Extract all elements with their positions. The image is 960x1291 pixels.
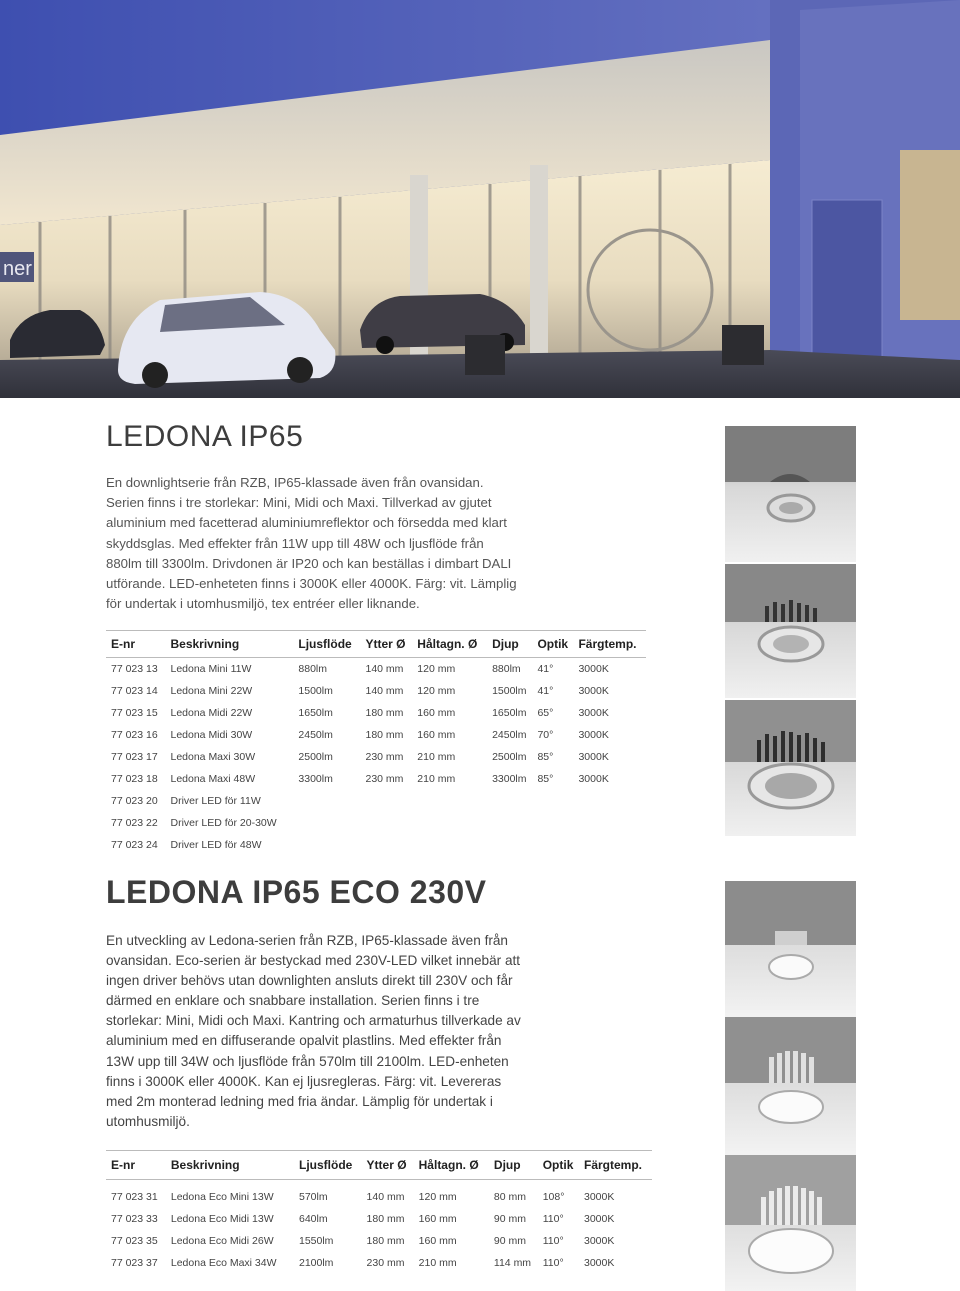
svg-text:ner: ner xyxy=(3,258,32,280)
table-cell-optik: 85° xyxy=(537,773,554,785)
table-cell-djup: 3300lm xyxy=(492,773,527,785)
hero-photo xyxy=(0,0,960,398)
table-cell-haltagn: 120 mm xyxy=(417,663,456,675)
table-cell-ljusflode: 1550lm xyxy=(298,1235,334,1247)
table-cell-beskrivning: Ledona Eco Midi 26W xyxy=(170,1235,274,1247)
table-cell-optik: 65° xyxy=(537,707,554,719)
product-images-ledona-eco xyxy=(725,881,856,1291)
table-cell-ytter: 140 mm xyxy=(365,685,404,697)
table-cell-beskrivning: Driver LED för 11W xyxy=(170,795,261,807)
table-row xyxy=(106,658,646,681)
table-cell-beskrivning: Ledona Mini 22W xyxy=(170,685,253,697)
section-title-ledona-ip65-eco: LEDONA IP65 ECO 230V xyxy=(106,874,487,910)
table-cell-optik: 110° xyxy=(542,1235,564,1247)
table-cell-enr: 77 023 17 xyxy=(111,751,158,763)
table-cell-ytter: 180 mm xyxy=(365,729,404,741)
table-cell-fargtemp: 3000K xyxy=(584,1257,615,1269)
column-header-ytter: Ytter Ø xyxy=(362,1151,414,1180)
table-cell-ljusflode: 880lm xyxy=(298,663,327,675)
table-cell-ljusflode xyxy=(293,834,360,856)
table-cell-optik: 41° xyxy=(537,663,554,675)
table-cell-optik xyxy=(532,790,573,812)
table-header-row xyxy=(106,631,646,658)
table-cell-haltagn xyxy=(412,790,487,812)
table-row xyxy=(106,1230,652,1252)
table-cell-haltagn: 160 mm xyxy=(418,1235,457,1247)
table-cell-optik xyxy=(532,834,573,856)
downlight-photos xyxy=(725,426,856,836)
table-row xyxy=(106,746,646,768)
table-cell-ytter: 140 mm xyxy=(366,1191,405,1203)
table-row xyxy=(106,702,646,724)
table-cell-optik: 108° xyxy=(542,1191,565,1203)
table-cell-optik: 41° xyxy=(537,685,554,697)
table-row xyxy=(106,812,646,834)
table-cell-ljusflode xyxy=(293,812,360,834)
table-cell-beskrivning: Ledona Mini 11W xyxy=(170,663,252,675)
table-cell-haltagn: 120 mm xyxy=(417,685,456,697)
table-cell-optik: 70° xyxy=(537,729,554,741)
section-description-ledona-ip65-eco: En utveckling av Ledona-serien från RZB, IP65-klassade även från ovansidan. Eco-serien är bestyckad med 230V-LED vilket innebär att ingen driver behövs utan downlighten ansluts direkt till 230V och får därmed en enklare och snabbare installation. Serien finns i tre storlekar: Mini, Midi och Maxi. Kantring och armaturhus tillverkade av aluminium med en diffuserande opalvit plastlins. Med effekter från 13W upp till 34W och ljusflöde från 570lm till 2100lm. LED-enheten finns i 3000K eller 4000K. Kan ej ljusregleras. Färg: vit. Levereras med 2m monterad ledning med fria ändar. Lämplig för undertak i utomhusmiljö. xyxy=(106,933,521,1129)
table-cell-ytter: 180 mm xyxy=(366,1213,405,1225)
spec-table-ledona-ip65-eco xyxy=(106,1150,652,1274)
table-cell-haltagn: 160 mm xyxy=(417,729,456,741)
table-cell-djup: 2500lm xyxy=(492,751,527,763)
column-header-ytter: Ytter Ø xyxy=(361,631,413,658)
table-cell-enr: 77 023 33 xyxy=(111,1213,158,1225)
column-header-enr: E-nr xyxy=(106,631,165,658)
table-cell-haltagn: 160 mm xyxy=(418,1213,457,1225)
table-cell-enr: 77 023 37 xyxy=(111,1257,158,1269)
table-cell-beskrivning: Driver LED för 20-30W xyxy=(170,817,277,829)
table-row xyxy=(106,724,646,746)
product-images-ledona xyxy=(725,426,856,836)
table-header-row xyxy=(106,1151,652,1180)
column-header-fargtemp: Färgtemp. xyxy=(579,1151,652,1180)
column-header-haltagn: Håltagn. Ø xyxy=(414,1151,489,1180)
column-header-djup: Djup xyxy=(489,1151,538,1180)
table-cell-djup: 80 mm xyxy=(493,1191,526,1203)
table-cell-fargtemp: 3000K xyxy=(578,729,609,741)
table-row xyxy=(106,790,646,812)
table-cell-djup xyxy=(487,790,532,812)
table-cell-beskrivning: Ledona Maxi 48W xyxy=(170,773,256,785)
column-header-optik: Optik xyxy=(538,1151,579,1180)
table-cell-fargtemp: 3000K xyxy=(578,751,609,763)
section-description-ledona-ip65: En downlightserie från RZB, IP65-klassade även från ovansidan. Serien finns i tre storlekar: Mini, Midi och Maxi. Tillverkad av gjutet aluminium med facetterad aluminiumreflektor och försedda med klart skyddsglas. Med effekter från 11W upp till 48W och ljusflöde från 880lm till 3300lm. Drivdonen är IP20 och kan beställas i dimbart DALI utförande. LED-enheteten finns i 3000K eller 4000K. Färg: vit. Lämplig för undertak i utomhusmiljö, tex entréer eller liknande. xyxy=(106,475,517,612)
table-cell-fargtemp: 3000K xyxy=(578,773,609,785)
table-cell-beskrivning: Driver LED för 48W xyxy=(170,839,262,851)
table-cell-enr: 77 023 16 xyxy=(111,729,158,741)
table-cell-fargtemp: 3000K xyxy=(578,707,609,719)
table-cell-ytter: 230 mm xyxy=(365,751,404,763)
table-cell-beskrivning: Ledona Midi 30W xyxy=(170,729,253,741)
table-row xyxy=(106,768,646,790)
table-cell-ljusflode: 3300lm xyxy=(298,773,333,785)
table-row xyxy=(106,1252,652,1274)
table-cell-ytter: 180 mm xyxy=(365,707,404,719)
table-cell-ljusflode: 640lm xyxy=(298,1213,328,1225)
table-cell-djup: 90 mm xyxy=(493,1235,526,1247)
column-header-fargtemp: Färgtemp. xyxy=(573,631,646,658)
section-title-ledona-ip65: LEDONA IP65 xyxy=(106,420,304,453)
table-cell-enr: 77 023 35 xyxy=(111,1235,158,1247)
table-cell-ljusflode: 1650lm xyxy=(298,707,333,719)
table-cell-ytter: 180 mm xyxy=(366,1235,405,1247)
table-cell-fargtemp: 3000K xyxy=(584,1235,615,1247)
table-cell-enr: 77 023 15 xyxy=(111,707,158,719)
table-cell-ytter xyxy=(361,812,413,834)
table-cell-haltagn: 210 mm xyxy=(417,751,456,763)
table-cell-enr: 77 023 13 xyxy=(111,663,158,675)
table-cell-ljusflode: 2450lm xyxy=(298,729,333,741)
table-cell-optik: 85° xyxy=(537,751,554,763)
table-cell-ytter xyxy=(361,790,413,812)
table-cell-djup xyxy=(487,812,532,834)
table-cell-ljusflode: 1500lm xyxy=(298,685,333,697)
table-cell-haltagn: 210 mm xyxy=(418,1257,457,1269)
table-cell-enr: 77 023 18 xyxy=(111,773,158,785)
showroom-illustration xyxy=(0,0,960,398)
table-cell-enr: 77 023 20 xyxy=(111,795,158,807)
table-cell-djup xyxy=(487,834,532,856)
table-cell-fargtemp: 3000K xyxy=(584,1213,615,1225)
column-header-beskrivning: Beskrivning xyxy=(166,1151,294,1180)
table-cell-ljusflode xyxy=(293,790,360,812)
table-cell-beskrivning: Ledona Maxi 30W xyxy=(170,751,256,763)
table-cell-djup: 1500lm xyxy=(492,685,527,697)
column-header-enr: E-nr xyxy=(106,1151,166,1180)
table-cell-optik: 110° xyxy=(542,1257,564,1269)
spec-table-ledona-ip65 xyxy=(106,630,646,856)
table-cell-djup: 880lm xyxy=(492,663,521,675)
table-cell-fargtemp xyxy=(573,790,646,812)
table-cell-enr: 77 023 14 xyxy=(111,685,158,697)
table-cell-ytter xyxy=(361,834,413,856)
table-cell-ytter: 140 mm xyxy=(365,663,404,675)
column-header-djup: Djup xyxy=(487,631,532,658)
column-header-haltagn: Håltagn. Ø xyxy=(412,631,487,658)
table-row xyxy=(106,1180,652,1209)
table-cell-fargtemp xyxy=(573,834,646,856)
table-cell-beskrivning: Ledona Midi 22W xyxy=(170,707,253,719)
table-cell-optik xyxy=(532,812,573,834)
downlight-eco-photos xyxy=(725,881,856,1291)
table-cell-djup: 1650lm xyxy=(492,707,527,719)
table-cell-djup: 114 mm xyxy=(493,1257,532,1269)
table-row xyxy=(106,834,646,856)
table-cell-haltagn xyxy=(412,834,487,856)
table-cell-beskrivning: Ledona Eco Mini 13W xyxy=(170,1191,274,1203)
table-cell-fargtemp: 3000K xyxy=(584,1191,615,1203)
table-cell-fargtemp: 3000K xyxy=(578,663,609,675)
table-cell-beskrivning: Ledona Eco Midi 13W xyxy=(170,1213,274,1225)
table-cell-ytter: 230 mm xyxy=(366,1257,405,1269)
table-cell-optik: 110° xyxy=(542,1213,564,1225)
table-cell-djup: 2450lm xyxy=(492,729,527,741)
table-cell-beskrivning: Ledona Eco Maxi 34W xyxy=(170,1257,277,1269)
table-cell-haltagn: 210 mm xyxy=(417,773,456,785)
table-cell-djup: 90 mm xyxy=(493,1213,526,1225)
table-cell-enr: 77 023 24 xyxy=(111,839,158,851)
table-cell-ljusflode: 2100lm xyxy=(298,1257,334,1269)
table-cell-fargtemp xyxy=(573,812,646,834)
column-header-ljusflode: Ljusflöde xyxy=(293,631,360,658)
table-cell-ljusflode: 570lm xyxy=(298,1191,328,1203)
table-row xyxy=(106,1208,652,1230)
column-header-beskrivning: Beskrivning xyxy=(165,631,293,658)
table-cell-fargtemp: 3000K xyxy=(578,685,609,697)
table-cell-ljusflode: 2500lm xyxy=(298,751,333,763)
column-header-optik: Optik xyxy=(532,631,573,658)
table-cell-haltagn: 120 mm xyxy=(418,1191,457,1203)
table-cell-enr: 77 023 22 xyxy=(111,817,158,829)
table-row xyxy=(106,680,646,702)
table-cell-haltagn: 160 mm xyxy=(417,707,456,719)
column-header-ljusflode: Ljusflöde xyxy=(294,1151,362,1180)
table-cell-haltagn xyxy=(412,812,487,834)
table-cell-enr: 77 023 31 xyxy=(111,1191,158,1203)
table-cell-ytter: 230 mm xyxy=(365,773,404,785)
